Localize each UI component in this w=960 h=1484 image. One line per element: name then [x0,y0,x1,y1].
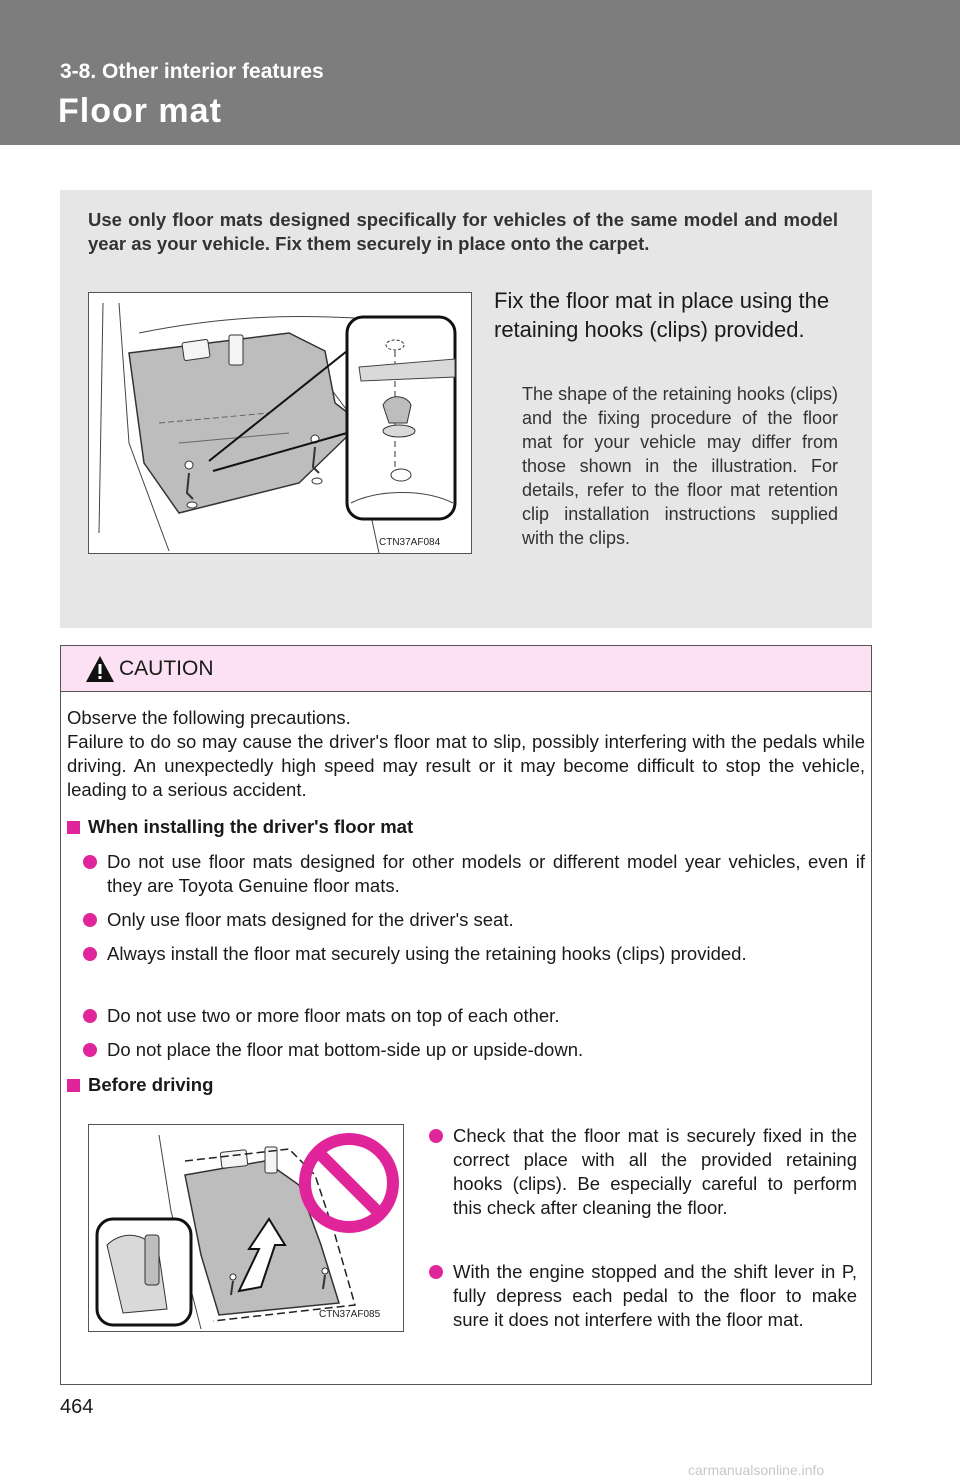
circle-bullet-icon [429,1265,443,1279]
list-item-text: Only use floor mats designed for the driver's seat. [107,909,514,930]
caution-header [61,646,871,692]
list-item-text: Always install the floor mat securely using the retaining hooks (clips) provided. [107,943,747,964]
list-item-text: Do not use floor mats designed for other models or different model year vehicles, even if they are Toyota Genuine floor mats. [107,851,865,896]
heading-before-driving [67,1074,213,1096]
circle-bullet-icon [83,855,97,869]
info-box [60,190,872,628]
circle-bullet-icon [429,1129,443,1143]
floor-mat-hooks-illustration [88,292,472,554]
image-code-1: CTN37AF084 [379,537,441,548]
list-item-text: With the engine stopped and the shift lever in P, fully depress each pedal to the floor to make sure it does not interfere with the floor mat. [453,1261,857,1330]
note-text: The shape of the retaining hooks (clips) and the fixing procedure of the floor mat for your vehicle may differ from those shown in the illustration. For details, refer to the floor mat retention clip installation instructions supplied with the clips. [522,384,838,548]
watermark: carmanualsonline.info [688,1462,825,1478]
circle-bullet-icon [83,1009,97,1023]
circle-bullet-icon [83,947,97,961]
mat-check-drawing [89,1125,403,1331]
section-title: 3-8. Other interior features [60,60,324,83]
caution-intro: Observe the following precautions. [67,707,351,728]
square-bullet-icon [67,1079,80,1092]
caution-box [60,645,872,1385]
list-item-text: Do not place the floor mat bottom-side up or upside-down. [107,1039,584,1060]
warning-triangle-icon [85,654,115,684]
list-item [429,1260,857,1332]
list-item-text: Do not use two or more floor mats on top of each other. [107,1005,560,1026]
heading-installing [67,816,413,838]
caution-paragraph: Failure to do so may cause the driver's floor mat to slip, possibly interfering with the pedals while driving. An unexpectedly high speed may result or it may become difficult to stop the vehicle, leading to a serious accident. [67,731,865,800]
caution-body [67,706,865,802]
square-bullet-icon [67,821,80,834]
fix-instruction: Fix the floor mat in place using the retaining hooks (clips) provided. [494,288,830,342]
list-item [83,908,865,932]
list-item [429,1124,857,1220]
intro-text: Use only floor mats designed specifically for vehicles of the same model and model year as your vehicle. Fix them securely in place onto the carpet. [88,209,838,254]
page-number: 464 [60,1396,94,1418]
list-item [83,850,865,898]
list-item [83,1038,865,1062]
list-item-text: Check that the floor mat is securely fixed in the correct place with all the provided retaining hooks (clips). Be especially careful to perform this check after cleaning the floor. [453,1125,857,1218]
mat-check-illustration [88,1124,404,1332]
list-item [83,942,865,966]
caution-label: CAUTION [119,657,214,680]
page-header [0,0,960,145]
image-code-2: CTN37AF085 [319,1309,381,1320]
floor-mat-hooks-drawing [89,293,471,553]
heading-installing-text: When installing the driver's floor mat [88,816,414,837]
circle-bullet-icon [83,1043,97,1057]
list-item [83,1004,865,1028]
page-title: Floor mat [58,92,222,130]
circle-bullet-icon [83,913,97,927]
heading-before-driving-text: Before driving [88,1074,214,1095]
